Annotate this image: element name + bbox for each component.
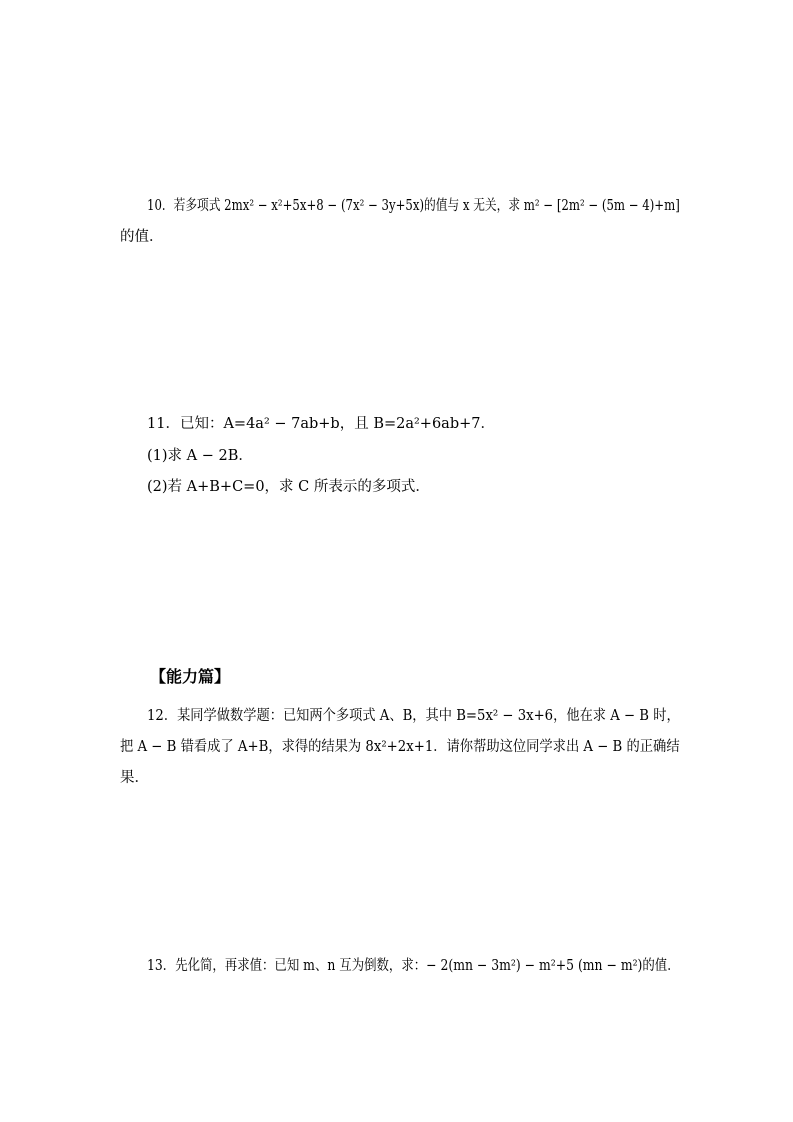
section-title-ability: 【能力篇】	[150, 667, 231, 686]
problem-11-part-2: (2)若 A+B+C=0，求 C 所表示的多项式．	[147, 479, 430, 495]
problem-12-line-1: 12．某同学做数学题：已知两个多项式 A、B，其中 B=5x² − 3x+6，他在求 A − B 时，	[147, 708, 680, 724]
problem-13-line-1: 13．先化简，再求值：已知 m、n 互为倒数，求：− 2(mn − 3m²) − m²+5 (mn − m²)的值．	[147, 958, 680, 974]
problem-12-line-2: 把 A − B 错看成了 A+B，求得的结果为 8x²+2x+1．请你帮助这位同学求出 A − B 的正确结	[120, 739, 680, 755]
problem-11-part-1: (1)求 A − 2B．	[147, 448, 253, 464]
problem-11-line-1: 11．已知：A=4a² − 7ab+b，且 B=2a²+6ab+7．	[147, 416, 495, 432]
problem-10-line-2: 的值．	[120, 229, 164, 245]
problem-12-line-3: 果．	[120, 770, 149, 786]
problem-10-line-1: 10．若多项式 2mx² − x²+5x+8 − (7x² − 3y+5x)的值与 x 无关，求 m² − [2m² − (5m − 4)+m]	[147, 198, 680, 214]
